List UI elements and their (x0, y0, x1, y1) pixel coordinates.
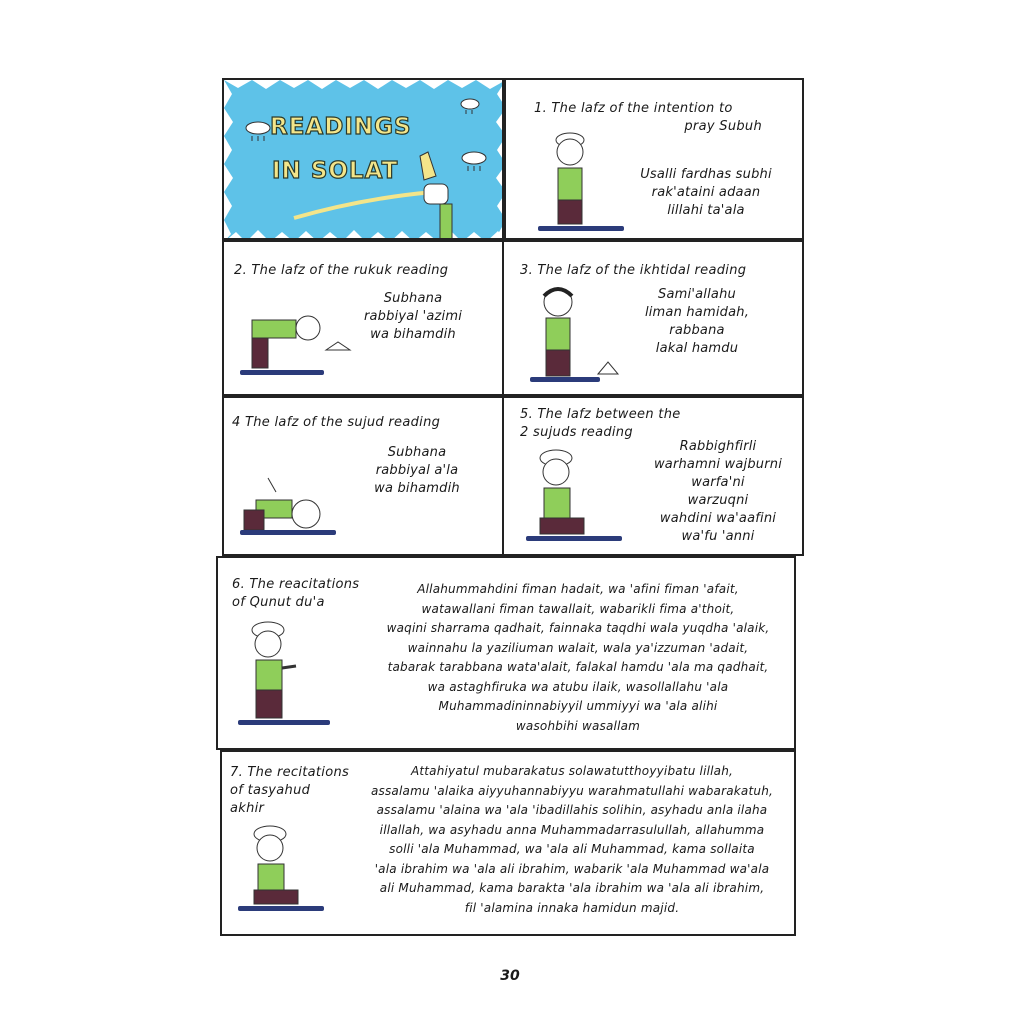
panel-caption: 2. The lafz of the rukuk reading (234, 263, 449, 278)
panel-intention (504, 78, 804, 240)
standing-figure (536, 130, 626, 240)
panel-reading: Usalli fardhas subhi rak'ataini adaan lillahi ta'ala (640, 167, 772, 218)
panel-reading: Subhana rabbiyal a'la wa bihamdih (374, 445, 460, 496)
cloud-icon (461, 99, 479, 114)
panel-reading: Sami'allahu liman hamidah, rabbana lakal hamdu (644, 287, 750, 356)
panel-caption: 6. The reacitations of Qunut du'a (232, 577, 360, 610)
panel-ikhtidal (502, 240, 804, 396)
bowing-figure (238, 294, 358, 384)
cloud-icon (462, 152, 486, 171)
panel-caption: 1. The lafz of the intention to pray Subuh (534, 101, 762, 134)
title-line-1: READINGS (270, 114, 412, 140)
panel-between-sujuds (502, 396, 804, 556)
standing-figure (528, 282, 628, 392)
sitting-figure (236, 824, 336, 924)
panel-caption: 3. The lafz of the ikhtidal reading (520, 263, 747, 278)
panel-reading: Subhana rabbiyal 'azimi wa bihamdih (363, 291, 463, 342)
cloud-icon (246, 122, 270, 141)
panel-reading: Allahummahdini fiman hadait, wa 'afini fiman 'afait, watawallani fiman tawallait, wabarikli fima a'thoit, waqini sharrama qadhait, fainnaka taqdhi wala yuqdha 'alaik, wainnahu la yaziliuman walait, wala ya'izzuman 'adait, tabarak tarabbana wata'alait, falakal hamdu 'ala ma qadhait, wa astaghfiruka wa atubu ilaik, wasollallahu 'ala Muhammadininnabiyyil ummiyyi wa 'ala alihi wasohbihi wasallam (386, 582, 770, 733)
panel-sujud (222, 396, 504, 556)
title-panel (222, 78, 504, 240)
sitting-figure (526, 448, 626, 548)
panel-qunut (216, 556, 796, 750)
panel-tasyahud (220, 750, 796, 936)
dua-figure (238, 620, 338, 730)
page-number: 30 (500, 968, 520, 984)
panel-reading: Rabbighfirli warhamni wajburni warfa'ni warzuqni wahdini wa'aafini wa'fu 'anni (653, 439, 783, 544)
prostrating-figure (238, 474, 348, 544)
panel-caption: 7. The recitations of tasyahud akhir (230, 765, 350, 816)
hand-icon (420, 152, 452, 240)
panel-rukuk (222, 240, 504, 396)
title-line-2: IN SOLAT (272, 158, 399, 184)
panel-caption: 5. The lafz between the 2 sujuds reading (520, 407, 681, 440)
panel-caption: 4 The lafz of the sujud reading (232, 415, 441, 430)
panel-reading: Attahiyatul mubarakatus solawatutthoyyibatu lillah, assalamu 'alaika aiyyuhannabiyyu warahmatullahi wabarakatuh, assalamu 'alaina wa 'ala 'ibadillahis solihin, asyhadu anla ilaha illallah, wa asyhadu anna Muhammadarrasulullah, allahumma solli 'ala Muhammad, wa 'ala ali Muhammad, kama sollaita 'ala ibrahim wa 'ala ali ibrahim, wabarik 'ala Muhammad wa'ala ali Muhammad, kama barakta 'ala ibrahim wa 'ala ali ibrahim, fil 'alamina innaka hamidun majid. (370, 764, 774, 915)
